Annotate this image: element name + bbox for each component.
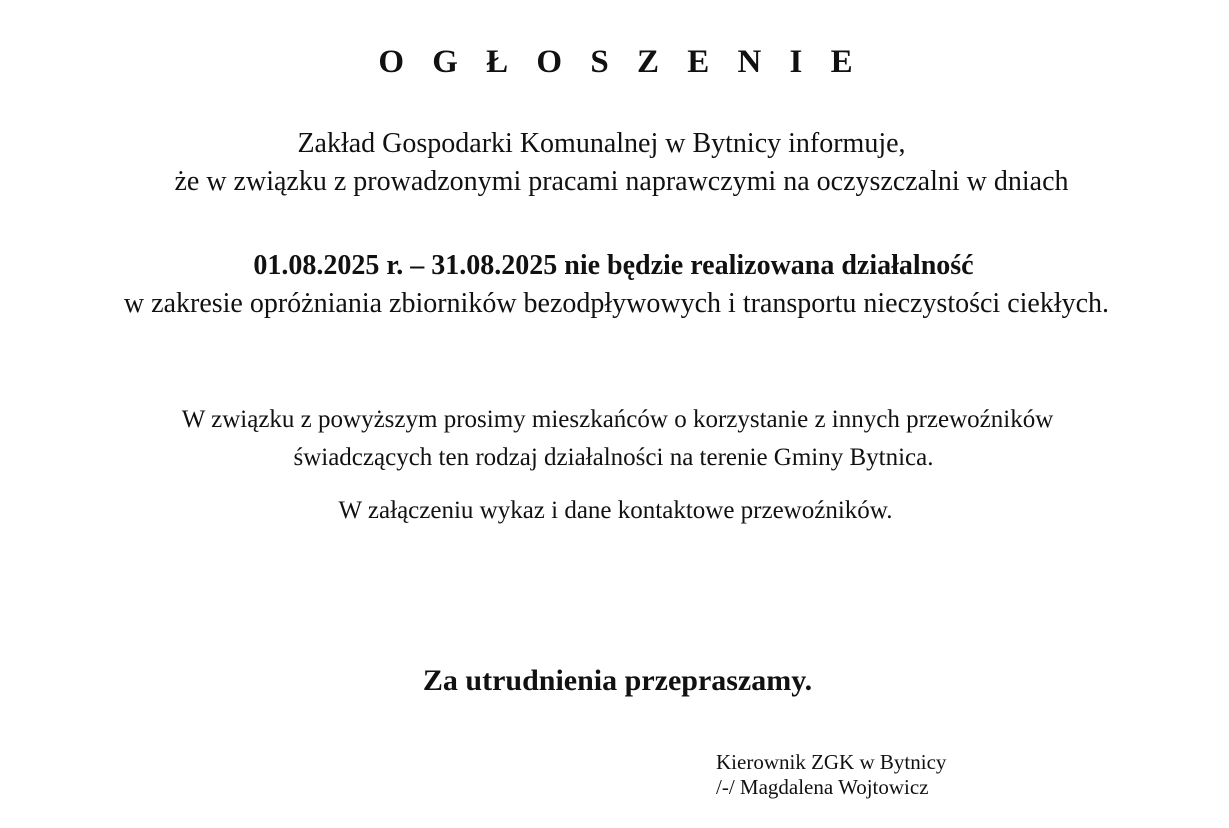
closure-dates: 01.08.2025 r. – 31.08.2025 nie będzie realizowana działalność (253, 250, 974, 281)
signature-role: Kierownik ZGK w Bytnicy (716, 750, 947, 774)
signature-name: /-/ Magdalena Wojtowicz (716, 775, 929, 799)
request-line-2: świadczących ten rodzaj działalności na terenie Gminy Bytnica. (293, 444, 934, 471)
intro-line-2: że w związku z prowadzonymi pracami naprawczymi na oczyszczalni w dniach (174, 166, 1069, 197)
service-scope: w zakresie opróżniania zbiorników bezodpływowych i transportu nieczystości ciekłych. (123, 288, 1110, 319)
notice-title: O G Ł O S Z E N I E (378, 44, 863, 80)
apology-text: Za utrudnienia przepraszamy. (422, 664, 813, 697)
request-line-1: W związku z powyższym prosimy mieszkańców o korzystanie z innych przewoźników (181, 406, 1054, 433)
attachment-note: W załączeniu wykaz i dane kontaktowe przewoźników. (338, 497, 893, 524)
intro-line-1: Zakład Gospodarki Komunalnej w Bytnicy informuje, (297, 128, 906, 159)
signature-block (716, 750, 946, 800)
